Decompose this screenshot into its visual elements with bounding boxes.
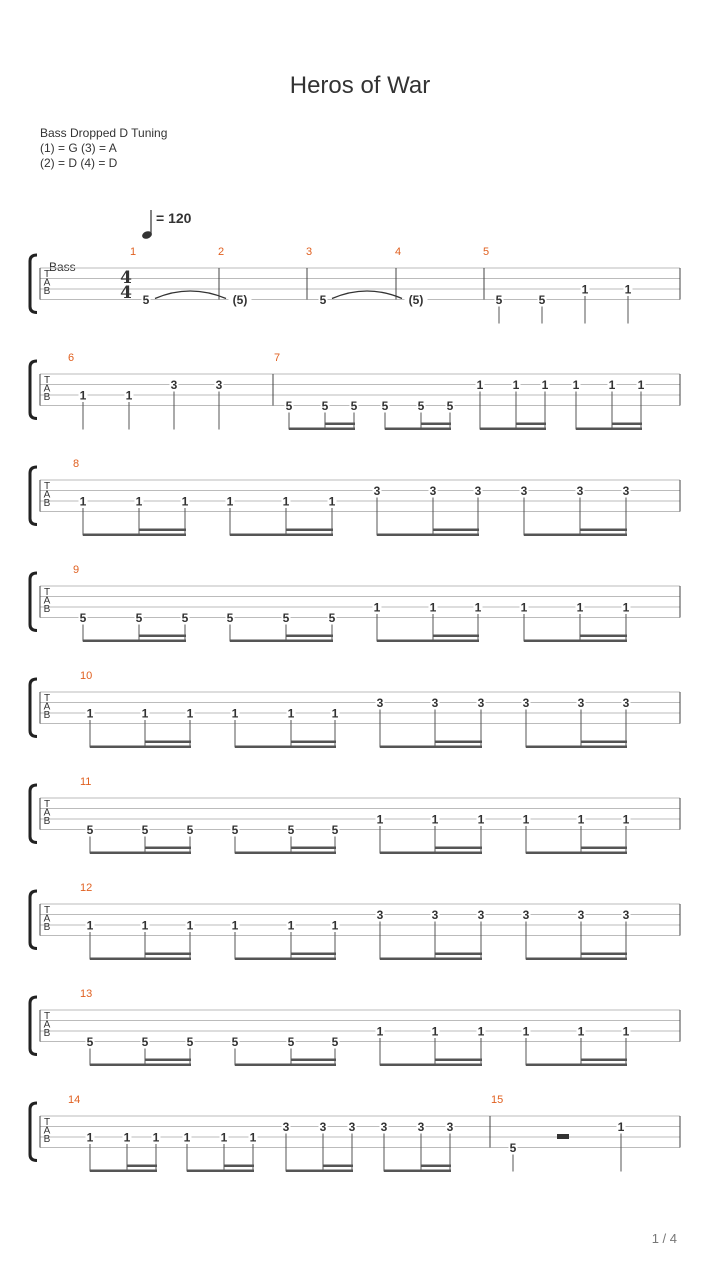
beam bbox=[380, 1064, 482, 1067]
fret-number: 1 bbox=[581, 282, 589, 297]
fret-number: 3 bbox=[376, 908, 384, 922]
tie bbox=[155, 291, 226, 299]
tab-clef-letter: A bbox=[43, 913, 51, 925]
fret-number: 5 bbox=[285, 399, 293, 413]
system-bracket bbox=[30, 679, 37, 737]
beam bbox=[291, 953, 336, 956]
beam bbox=[385, 428, 451, 431]
beam bbox=[230, 640, 333, 643]
fret-number: 5 bbox=[231, 1035, 239, 1049]
fret-number: 1 bbox=[125, 388, 133, 403]
beam bbox=[581, 953, 627, 956]
beam bbox=[380, 746, 482, 749]
beam bbox=[235, 852, 336, 855]
tab-clef-letter: B bbox=[43, 392, 51, 403]
fret-number: 3 bbox=[319, 1120, 327, 1134]
instrument-label: Bass bbox=[49, 260, 76, 274]
fret-number: 5 bbox=[86, 823, 94, 837]
beam bbox=[83, 640, 186, 643]
fret-number: 1 bbox=[624, 282, 632, 297]
system-bracket bbox=[30, 467, 37, 525]
time-signature-bottom: 4 bbox=[120, 283, 132, 303]
tie bbox=[332, 291, 402, 299]
fret-number: 1 bbox=[226, 494, 234, 509]
measure-number: 7 bbox=[273, 352, 281, 364]
fret-number: (5) bbox=[232, 293, 248, 307]
fret-number: 1 bbox=[135, 494, 143, 509]
fret-number: 3 bbox=[170, 378, 178, 392]
beam bbox=[526, 958, 627, 961]
fret-number: 5 bbox=[186, 823, 194, 837]
fret-number: 1 bbox=[376, 812, 384, 827]
beam bbox=[480, 428, 546, 431]
beam bbox=[421, 1165, 451, 1168]
beam bbox=[230, 534, 333, 537]
tab-clef-letter: B bbox=[43, 710, 51, 721]
fret-number: 1 bbox=[622, 1024, 630, 1039]
tab-clef-letter: B bbox=[43, 498, 51, 509]
fret-number: 3 bbox=[522, 696, 530, 710]
system-bracket bbox=[30, 361, 37, 419]
fret-number: 1 bbox=[512, 378, 520, 392]
beam bbox=[235, 958, 336, 961]
fret-number: 1 bbox=[520, 600, 528, 615]
page-number: 1 / 4 bbox=[651, 1231, 677, 1246]
system-bracket bbox=[30, 255, 37, 313]
fret-number: 3 bbox=[431, 908, 439, 922]
measure-number: 8 bbox=[73, 458, 80, 470]
beam bbox=[526, 852, 627, 855]
system-bracket bbox=[30, 997, 37, 1055]
beam bbox=[421, 423, 451, 426]
fret-number: 1 bbox=[86, 918, 94, 933]
measure-number: 1 bbox=[129, 246, 137, 258]
measure-number: 13 bbox=[80, 988, 93, 1000]
beam bbox=[380, 852, 482, 855]
fret-number: 5 bbox=[495, 293, 503, 307]
measure-number: 5 bbox=[482, 246, 490, 258]
fret-number: 3 bbox=[446, 1120, 454, 1134]
fret-number: 1 bbox=[376, 1024, 384, 1039]
fret-number: 5 bbox=[141, 823, 149, 837]
fret-number: 1 bbox=[577, 1024, 585, 1039]
beam bbox=[139, 635, 186, 638]
fret-number: 1 bbox=[141, 918, 149, 933]
beam bbox=[384, 1170, 451, 1173]
beam bbox=[524, 640, 627, 643]
fret-number: 5 bbox=[509, 1141, 517, 1155]
fret-number: 5 bbox=[331, 1035, 339, 1049]
tab-clef-letter: A bbox=[43, 807, 51, 819]
system-bracket bbox=[30, 1103, 37, 1161]
fret-number: 3 bbox=[373, 484, 381, 498]
measure-number: 2 bbox=[217, 246, 225, 258]
fret-number: 5 bbox=[282, 611, 290, 625]
tab-clef-letter: T bbox=[43, 693, 51, 704]
fret-number: 1 bbox=[86, 706, 94, 721]
measure-number: 12 bbox=[80, 882, 93, 894]
fret-number: 1 bbox=[231, 706, 239, 721]
fret-number: 5 bbox=[181, 611, 189, 625]
tab-clef-letter: B bbox=[43, 816, 51, 827]
fret-number: 1 bbox=[186, 918, 194, 933]
tab-clef-letter: T bbox=[43, 905, 51, 916]
beam bbox=[323, 1165, 353, 1168]
beam bbox=[516, 423, 546, 426]
measure-number: 4 bbox=[394, 246, 402, 258]
beam bbox=[377, 640, 479, 643]
fret-number: 1 bbox=[522, 1024, 530, 1039]
beam bbox=[581, 741, 627, 744]
half-rest bbox=[557, 1134, 569, 1139]
beam bbox=[90, 1064, 191, 1067]
tab-clef-letter: B bbox=[43, 922, 51, 933]
fret-number: 1 bbox=[287, 706, 295, 721]
fret-number: (5) bbox=[408, 293, 424, 307]
beam bbox=[90, 958, 191, 961]
fret-number: 1 bbox=[572, 378, 580, 392]
tuning-line-1: (1) = G (3) = A bbox=[40, 141, 117, 155]
measure-number: 3 bbox=[305, 246, 313, 258]
beam bbox=[187, 1170, 254, 1173]
tab-clef-letter: B bbox=[43, 286, 51, 297]
fret-number: 3 bbox=[477, 696, 485, 710]
fret-number: 1 bbox=[522, 812, 530, 827]
fret-number: 5 bbox=[319, 293, 327, 307]
measure-number: 15 bbox=[491, 1094, 504, 1106]
beam bbox=[576, 428, 642, 431]
fret-number: 1 bbox=[637, 378, 645, 392]
tab-clef-letter: A bbox=[43, 277, 51, 289]
beam bbox=[289, 428, 355, 431]
measure-number: 11 bbox=[80, 776, 92, 788]
beam bbox=[127, 1165, 157, 1168]
fret-number: 3 bbox=[576, 484, 584, 498]
fret-number: 3 bbox=[380, 1120, 388, 1134]
fret-number: 3 bbox=[520, 484, 528, 498]
beam bbox=[526, 746, 627, 749]
fret-number: 1 bbox=[86, 1130, 94, 1145]
fret-number: 1 bbox=[123, 1130, 131, 1145]
fret-number: 3 bbox=[622, 908, 630, 922]
fret-number: 1 bbox=[577, 812, 585, 827]
fret-number: 5 bbox=[86, 1035, 94, 1049]
fret-number: 3 bbox=[429, 484, 437, 498]
fret-number: 5 bbox=[350, 399, 358, 413]
beam bbox=[435, 741, 482, 744]
fret-number: 3 bbox=[348, 1120, 356, 1134]
tab-clef-letter: B bbox=[43, 1134, 51, 1145]
fret-number: 1 bbox=[220, 1130, 228, 1145]
fret-number: 1 bbox=[141, 706, 149, 721]
beam bbox=[433, 635, 479, 638]
tab-clef-letter: T bbox=[43, 1011, 51, 1022]
measure-number: 6 bbox=[67, 352, 75, 364]
measure-number: 14 bbox=[68, 1094, 81, 1106]
fret-number: 1 bbox=[231, 918, 239, 933]
tab-clef-letter: A bbox=[43, 701, 51, 713]
fret-number: 1 bbox=[183, 1130, 191, 1145]
beam bbox=[581, 1059, 627, 1062]
fret-number: 3 bbox=[522, 908, 530, 922]
beam bbox=[145, 953, 191, 956]
fret-number: 1 bbox=[477, 1024, 485, 1039]
fret-number: 1 bbox=[431, 1024, 439, 1039]
beam bbox=[83, 534, 186, 537]
fret-number: 1 bbox=[576, 600, 584, 615]
tab-clef-letter: T bbox=[43, 1117, 51, 1128]
fret-number: 3 bbox=[622, 484, 630, 498]
fret-number: 5 bbox=[79, 611, 87, 625]
system-bracket bbox=[30, 891, 37, 949]
tab-clef-letter: T bbox=[43, 799, 51, 810]
fret-number: 5 bbox=[231, 823, 239, 837]
beam bbox=[224, 1165, 254, 1168]
beam bbox=[90, 1170, 157, 1173]
fret-number: 1 bbox=[181, 494, 189, 509]
fret-number: 1 bbox=[328, 494, 336, 509]
beam bbox=[286, 1170, 353, 1173]
beam bbox=[580, 529, 627, 532]
fret-number: 1 bbox=[608, 378, 616, 392]
fret-number: 5 bbox=[287, 1035, 295, 1049]
system-bracket bbox=[30, 573, 37, 631]
fret-number: 1 bbox=[373, 600, 381, 615]
beam bbox=[524, 534, 627, 537]
fret-number: 1 bbox=[152, 1130, 160, 1145]
fret-number: 5 bbox=[226, 611, 234, 625]
beam bbox=[291, 1059, 336, 1062]
fret-number: 1 bbox=[476, 378, 484, 392]
fret-number: 5 bbox=[141, 1035, 149, 1049]
beam bbox=[90, 746, 191, 749]
beam bbox=[90, 852, 191, 855]
measure-number: 10 bbox=[80, 670, 93, 682]
fret-number: 3 bbox=[577, 696, 585, 710]
tab-clef-letter: T bbox=[43, 587, 51, 598]
song-title: Heros of War bbox=[289, 72, 431, 99]
fret-number: 5 bbox=[287, 823, 295, 837]
fret-number: 5 bbox=[417, 399, 425, 413]
tab-clef-letter: T bbox=[43, 375, 51, 386]
beam bbox=[433, 529, 479, 532]
fret-number: 1 bbox=[541, 378, 549, 392]
fret-number: 3 bbox=[477, 908, 485, 922]
tab-clef-letter: T bbox=[43, 481, 51, 492]
beam bbox=[435, 953, 482, 956]
beam bbox=[435, 847, 482, 850]
fret-number: 3 bbox=[376, 696, 384, 710]
fret-number: 1 bbox=[79, 494, 87, 509]
beam bbox=[377, 534, 479, 537]
fret-number: 1 bbox=[331, 706, 339, 721]
tab-clef-letter: B bbox=[43, 604, 51, 615]
fret-number: 1 bbox=[477, 812, 485, 827]
fret-number: 3 bbox=[622, 696, 630, 710]
fret-number: 5 bbox=[186, 1035, 194, 1049]
tab-clef-letter: B bbox=[43, 1028, 51, 1039]
beam bbox=[526, 1064, 627, 1067]
tab-clef-letter: A bbox=[43, 595, 51, 607]
beam bbox=[139, 529, 186, 532]
tab-clef-letter: T bbox=[43, 269, 51, 280]
beam bbox=[612, 423, 642, 426]
fret-number: 5 bbox=[331, 823, 339, 837]
beam bbox=[145, 847, 191, 850]
fret-number: 3 bbox=[215, 378, 223, 392]
fret-number: 1 bbox=[474, 600, 482, 615]
fret-number: 1 bbox=[617, 1120, 625, 1134]
beam bbox=[581, 847, 627, 850]
tempo-value: = 120 bbox=[156, 210, 192, 226]
tab-clef-letter: A bbox=[43, 383, 51, 395]
tab-clef-letter: A bbox=[43, 1125, 51, 1137]
tab-clef-letter: A bbox=[43, 1019, 51, 1031]
fret-number: 1 bbox=[331, 918, 339, 933]
beam bbox=[286, 635, 333, 638]
time-signature-top: 4 bbox=[120, 268, 132, 288]
beam bbox=[145, 741, 191, 744]
beam bbox=[145, 1059, 191, 1062]
fret-number: 1 bbox=[622, 600, 630, 615]
tuning-line-2: (2) = D (4) = D bbox=[40, 156, 118, 170]
fret-number: 1 bbox=[287, 918, 295, 933]
fret-number: 1 bbox=[249, 1130, 257, 1145]
beam bbox=[580, 635, 627, 638]
fret-number: 5 bbox=[446, 399, 454, 413]
fret-number: 1 bbox=[79, 388, 87, 403]
tuning-name: Bass Dropped D Tuning bbox=[40, 126, 168, 140]
beam bbox=[325, 423, 355, 426]
beam bbox=[291, 741, 336, 744]
fret-number: 1 bbox=[282, 494, 290, 509]
fret-number: 3 bbox=[417, 1120, 425, 1134]
beam bbox=[380, 958, 482, 961]
fret-number: 5 bbox=[135, 611, 143, 625]
fret-number: 1 bbox=[622, 812, 630, 827]
fret-number: 5 bbox=[328, 611, 336, 625]
beam bbox=[435, 1059, 482, 1062]
fret-number: 3 bbox=[282, 1120, 290, 1134]
fret-number: 5 bbox=[538, 293, 546, 307]
fret-number: 3 bbox=[577, 908, 585, 922]
system-bracket bbox=[30, 785, 37, 843]
fret-number: 1 bbox=[186, 706, 194, 721]
fret-number: 5 bbox=[142, 293, 150, 307]
fret-number: 1 bbox=[431, 812, 439, 827]
beam bbox=[286, 529, 333, 532]
fret-number: 3 bbox=[431, 696, 439, 710]
fret-number: 3 bbox=[474, 484, 482, 498]
beam bbox=[291, 847, 336, 850]
beam bbox=[235, 746, 336, 749]
fret-number: 5 bbox=[321, 399, 329, 413]
fret-number: 5 bbox=[381, 399, 389, 413]
measure-number: 9 bbox=[73, 564, 80, 576]
beam bbox=[235, 1064, 336, 1067]
tab-clef-letter: A bbox=[43, 489, 51, 501]
fret-number: 1 bbox=[429, 600, 437, 615]
